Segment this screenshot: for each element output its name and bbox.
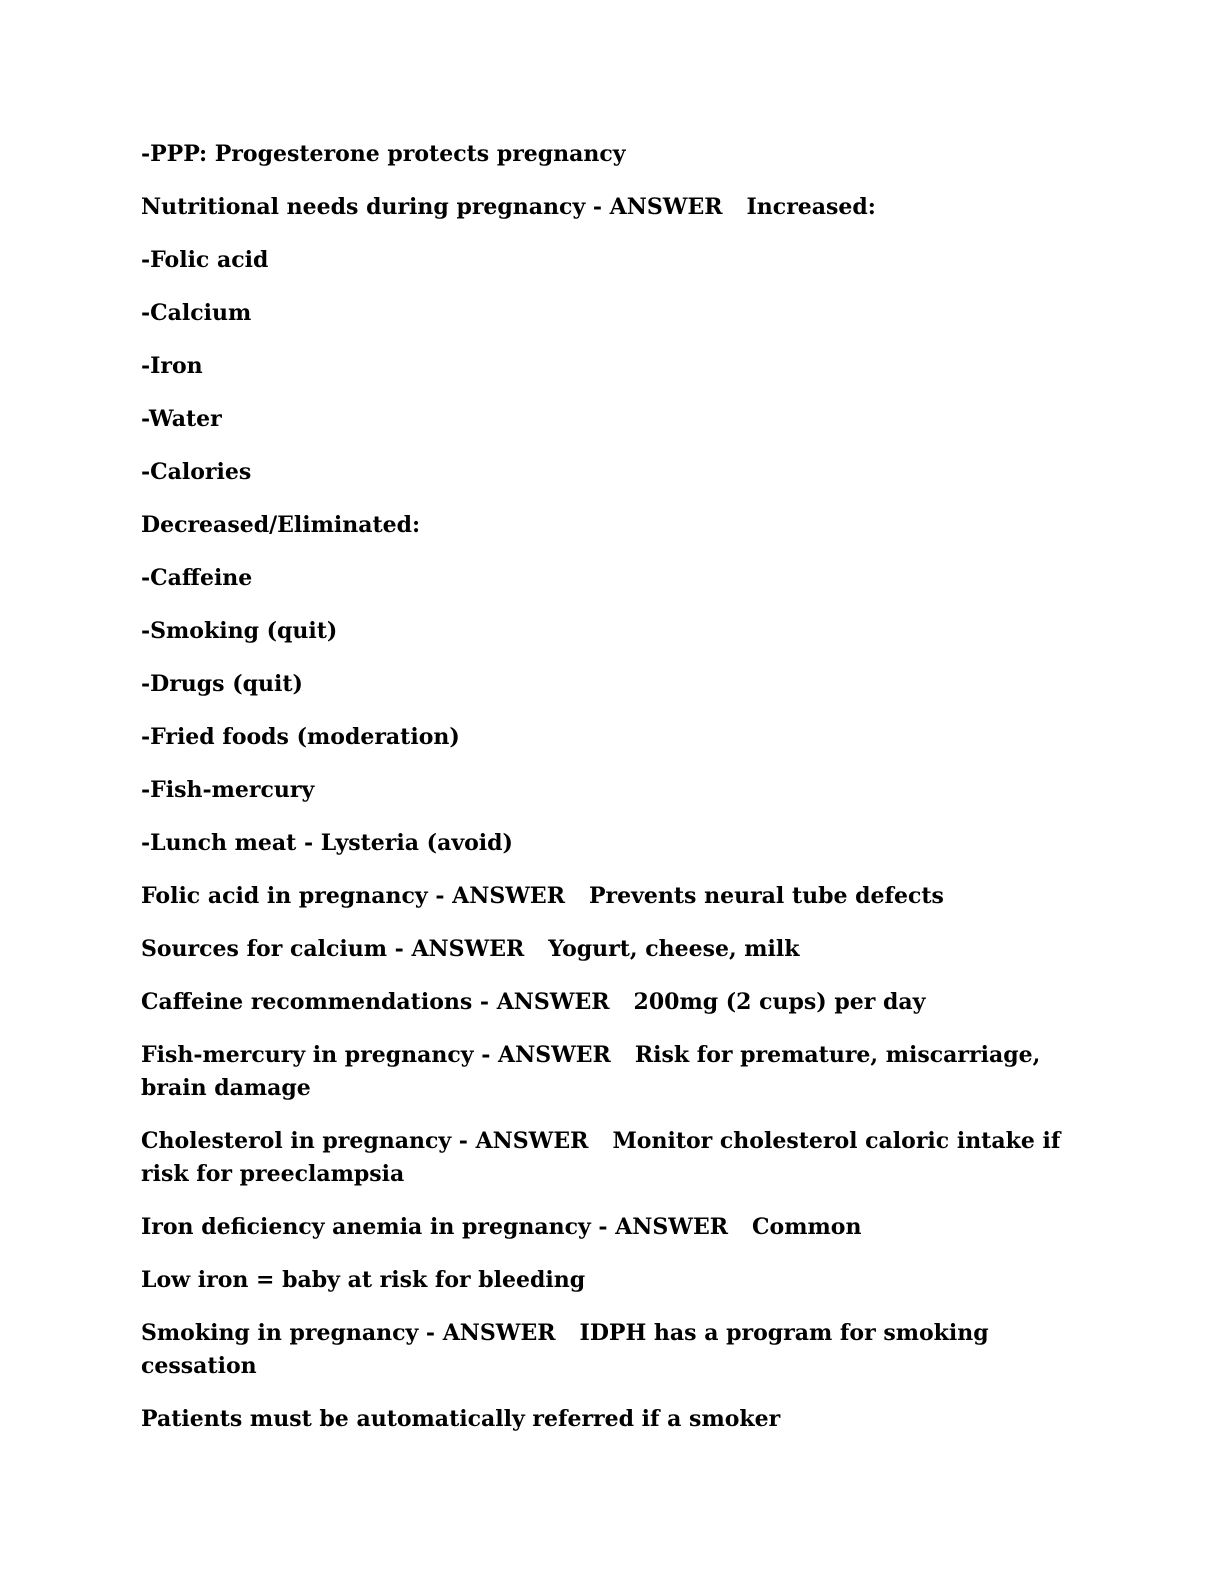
question-text: Nutritional needs during pregnancy - ANSWER — [141, 194, 723, 220]
question-text: Fish-mercury in pregnancy - ANSWER — [141, 1042, 611, 1068]
question-text: Sources for calcium - ANSWER — [141, 936, 525, 962]
line-text: -Caffeine — [141, 565, 253, 591]
answer-text: Risk for premature, miscarriage, brain damage — [141, 1042, 1041, 1101]
line-text: Low iron = baby at risk for bleeding — [141, 1267, 586, 1293]
question-text: Folic acid in pregnancy - ANSWER — [141, 883, 565, 909]
answer-text: Increased: — [746, 194, 876, 220]
line-text: -Water — [141, 406, 222, 432]
qa-line — [141, 1211, 1091, 1244]
line-text: -Drugs (quit) — [141, 671, 303, 697]
text-line — [141, 615, 1091, 648]
question-text: Caffeine recommendations - ANSWER — [141, 989, 610, 1015]
line-text: -Calcium — [141, 300, 252, 326]
text-line — [141, 244, 1091, 277]
answer-text: IDPH has a program for smoking cessation — [141, 1320, 989, 1379]
line-text: Patients must be automatically referred if a smoker — [141, 1406, 781, 1432]
text-line — [141, 138, 1091, 171]
document-page — [141, 138, 1091, 1456]
question-text: Cholesterol in pregnancy - ANSWER — [141, 1128, 589, 1154]
qa-line — [141, 880, 1091, 913]
line-text: -Lunch meat - Lysteria (avoid) — [141, 830, 513, 856]
text-line — [141, 774, 1091, 807]
qa-line — [141, 191, 1091, 224]
text-line — [141, 403, 1091, 436]
qa-line — [141, 1317, 1091, 1383]
qa-line — [141, 1039, 1091, 1105]
answer-text: Common — [752, 1214, 862, 1240]
text-line — [141, 509, 1091, 542]
text-line — [141, 721, 1091, 754]
text-line — [141, 1403, 1091, 1436]
answer-text: Yogurt, cheese, milk — [548, 936, 800, 962]
text-line — [141, 827, 1091, 860]
line-text: -PPP: Progesterone protects pregnancy — [141, 141, 626, 167]
text-line — [141, 350, 1091, 383]
qa-line — [141, 986, 1091, 1019]
text-line — [141, 456, 1091, 489]
question-text: Iron deficiency anemia in pregnancy - ANSWER — [141, 1214, 729, 1240]
line-text: Decreased/Eliminated: — [141, 512, 421, 538]
answer-text: Prevents neural tube defects — [588, 883, 944, 909]
qa-line — [141, 1125, 1091, 1191]
answer-text: Monitor cholesterol caloric intake if risk for preeclampsia — [141, 1128, 1061, 1187]
question-text: Smoking in pregnancy - ANSWER — [141, 1320, 556, 1346]
line-text: -Smoking (quit) — [141, 618, 338, 644]
line-text: -Fish-mercury — [141, 777, 315, 803]
text-line — [141, 1264, 1091, 1297]
text-line — [141, 297, 1091, 330]
line-text: -Calories — [141, 459, 252, 485]
answer-text: 200mg (2 cups) per day — [633, 989, 926, 1015]
text-line — [141, 668, 1091, 701]
line-text: -Fried foods (moderation) — [141, 724, 460, 750]
text-line — [141, 562, 1091, 595]
line-text: -Iron — [141, 353, 203, 379]
qa-line — [141, 933, 1091, 966]
line-text: -Folic acid — [141, 247, 269, 273]
